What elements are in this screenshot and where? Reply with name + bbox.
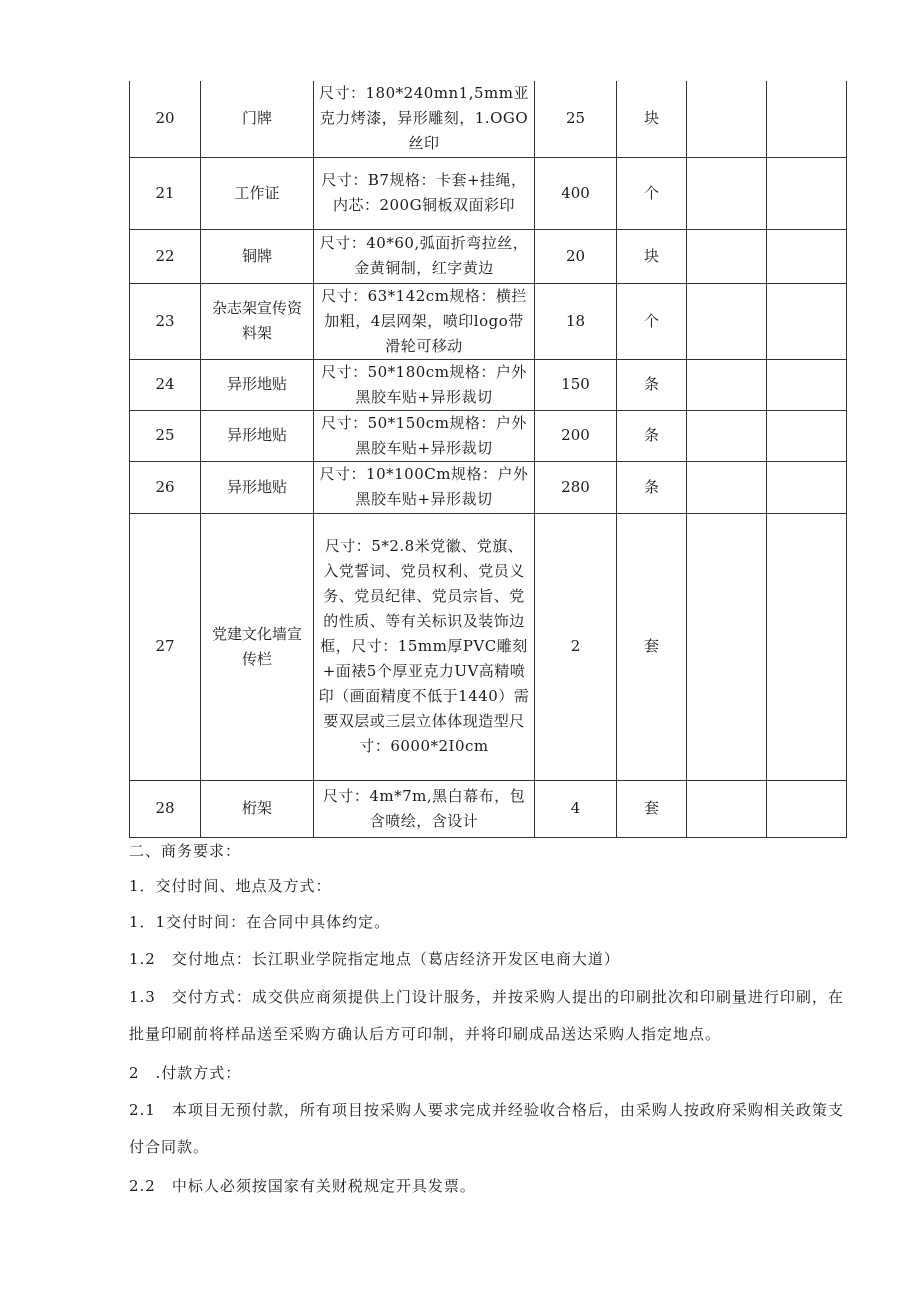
- item-name: 异形地贴: [201, 359, 314, 410]
- item-quantity: 200: [535, 410, 617, 461]
- item-quantity: 4: [535, 780, 617, 837]
- row-number: 26: [130, 461, 201, 513]
- item-quantity: 400: [535, 157, 617, 229]
- paragraph-payment-heading: 2 .付款方式：: [129, 1064, 242, 1082]
- item-spec: 尺寸：40*60,弧面折弯拉丝，金黄铜制，红字黄边: [314, 229, 535, 283]
- empty-cell: [687, 410, 767, 461]
- item-name: 铜牌: [201, 229, 314, 283]
- item-unit: 条: [617, 359, 687, 410]
- empty-cell: [687, 461, 767, 513]
- empty-cell: [767, 410, 847, 461]
- empty-cell: [767, 283, 847, 359]
- empty-cell: [767, 359, 847, 410]
- row-number: 25: [130, 410, 201, 461]
- item-spec: 尺寸：50*180cm规格：户外黑胶车贴+异形裁切: [314, 359, 535, 410]
- item-spec: 尺寸：10*100Cm规格：户外黑胶车贴+异形裁切: [314, 461, 535, 513]
- item-name: 工作证: [201, 157, 314, 229]
- paragraph-delivery-place: 1.2 交付地点：长江职业学院指定地点（葛店经济开发区电商大道）: [129, 950, 620, 968]
- item-quantity: 18: [535, 283, 617, 359]
- item-quantity: 25: [535, 81, 617, 157]
- item-name: 杂志架宣传资料架: [201, 283, 314, 359]
- row-number: 21: [130, 157, 201, 229]
- item-spec: 尺寸：180*240mn1,5mm亚克力烤漆，异形雕刻，1.OGO丝印: [314, 81, 535, 157]
- item-spec: 尺寸：63*142cm规格：横拦加粗，4层网架，喷印logo带滑轮可移动: [314, 283, 535, 359]
- table-row: [130, 157, 847, 229]
- table-row: [130, 513, 847, 780]
- item-unit: 条: [617, 461, 687, 513]
- row-number: 20: [130, 81, 201, 157]
- item-unit: 条: [617, 410, 687, 461]
- item-unit: 套: [617, 780, 687, 837]
- empty-cell: [687, 81, 767, 157]
- empty-cell: [767, 81, 847, 157]
- paragraph-payment-terms: 2.1 本项目无预付款，所有项目按采购人要求完成并经验收合格后，由采购人按政府采购相关政策支付合同款。: [129, 1101, 844, 1156]
- item-spec: 尺寸：4m*7m,黑白幕布，包含喷绘，含设计: [314, 780, 535, 837]
- section-title: 二、商务要求：: [129, 842, 242, 860]
- item-quantity: 280: [535, 461, 617, 513]
- row-number: 27: [130, 513, 201, 780]
- empty-cell: [687, 229, 767, 283]
- table-row: [130, 359, 847, 410]
- empty-cell: [687, 157, 767, 229]
- empty-cell: [767, 157, 847, 229]
- paragraph-delivery-time: 1．1交付时间：在合同中具体约定。: [129, 913, 391, 931]
- empty-cell: [767, 513, 847, 780]
- paragraph-delivery-heading: 1．交付时间、地点及方式：: [129, 877, 332, 895]
- item-unit: 套: [617, 513, 687, 780]
- empty-cell: [687, 359, 767, 410]
- empty-cell: [687, 780, 767, 837]
- empty-cell: [767, 461, 847, 513]
- table-row: [130, 410, 847, 461]
- item-name: 党建文化墙宣传栏: [201, 513, 314, 780]
- paragraph-delivery-method: 1.3 交付方式：成交供应商须提供上门设计服务，并按采购人提出的印刷批次和印刷量进行印刷，在批量印刷前将样品送至采购方确认后方可印制，并将印刷成品送达采购人指定地点。: [129, 988, 844, 1043]
- items-table: [129, 81, 847, 838]
- item-unit: 个: [617, 283, 687, 359]
- row-number: 23: [130, 283, 201, 359]
- item-name: 异形地贴: [201, 461, 314, 513]
- table-row: [130, 283, 847, 359]
- empty-cell: [767, 780, 847, 837]
- empty-cell: [687, 513, 767, 780]
- item-spec: 尺寸：50*150cm规格：户外黑胶车贴+异形裁切: [314, 410, 535, 461]
- item-name: 异形地贴: [201, 410, 314, 461]
- paragraph-invoice: 2.2 中标人必须按国家有关财税规定开具发票。: [129, 1177, 476, 1195]
- item-unit: 块: [617, 81, 687, 157]
- table-row: [130, 780, 847, 837]
- table-row: [130, 461, 847, 513]
- table-row: [130, 81, 847, 157]
- item-quantity: 150: [535, 359, 617, 410]
- item-name: 桁架: [201, 780, 314, 837]
- row-number: 24: [130, 359, 201, 410]
- item-unit: 个: [617, 157, 687, 229]
- item-unit: 块: [617, 229, 687, 283]
- item-quantity: 2: [535, 513, 617, 780]
- row-number: 28: [130, 780, 201, 837]
- empty-cell: [687, 283, 767, 359]
- item-spec: 尺寸：5*2.8米党徽、党旗、入党誓词、党员权利、党员义务、党员纪律、党员宗旨、党的性质、等有关标识及装饰边框，尺寸：15mm厚PVC雕刻+面裱5个厚亚克力UV高精喷印（画面精度不低于1440）需要双层或三层立体体现造型尺寸：6000*2I0cm: [314, 513, 535, 780]
- item-name: 门牌: [201, 81, 314, 157]
- row-number: 22: [130, 229, 201, 283]
- table-row: [130, 229, 847, 283]
- empty-cell: [767, 229, 847, 283]
- item-spec: 尺寸：B7规格：卡套+挂绳，内芯：200G铜板双面彩印: [314, 157, 535, 229]
- item-quantity: 20: [535, 229, 617, 283]
